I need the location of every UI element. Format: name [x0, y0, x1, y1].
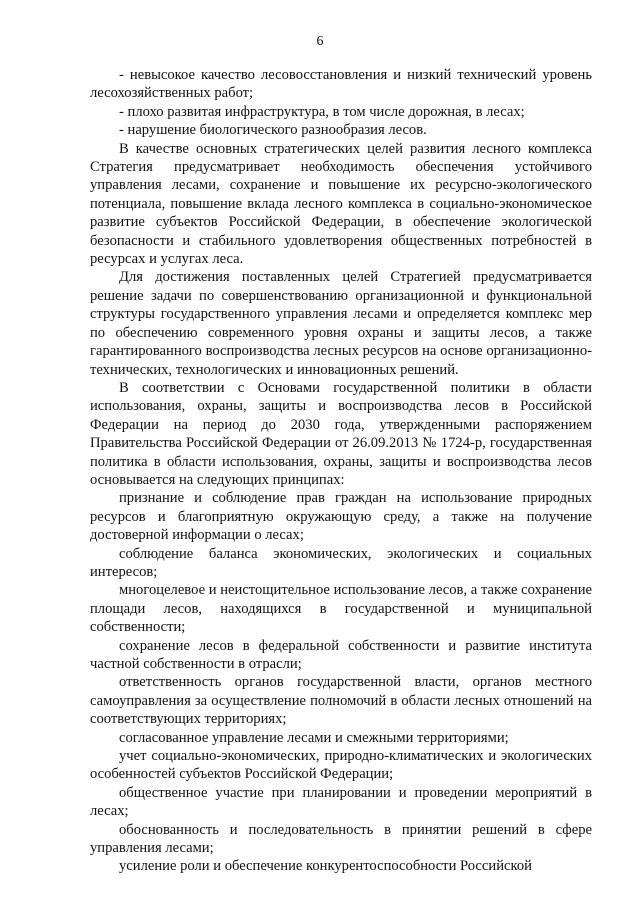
page-number: 6 — [316, 34, 324, 49]
paragraph-13: учет социально-экономических, природно-климатических и экологических особенностей субъектов Российской Федерации; — [90, 748, 592, 783]
paragraph-4: В качестве основных стратегических целей развития лесного комплекса Стратегия предусматривает необходимость обеспечения устойчивого управления лесами, сохранение и повышение их ресурсно-экологического потенциала, повышение вклада лесного комплекса в социально-экономическое развитие субъектов Российской Федерации, в обеспечение экологической безопасности и стабильного удовлетворения общественных потребностей в ресурсах и услугах леса. — [90, 140, 592, 268]
paragraph-10: сохранение лесов в федеральной собственности и развитие института частной собственности в отрасли; — [90, 637, 592, 672]
paragraph-8: соблюдение баланса экономических, экологических и социальных интересов; — [90, 545, 592, 580]
paragraph-3: - нарушение биологического разнообразия лесов. — [119, 122, 427, 139]
paragraph-16: усиление роли и обеспечение конкурентоспособности Российской — [119, 858, 532, 875]
paragraph-1: - невысокое качество лесовосстановления и низкий технический уровень лесохозяйственных работ; — [90, 67, 592, 102]
paragraph-5: Для достижения поставленных целей Стратегией предусматривается решение задачи по совершенствованию организационной и функциональной структуры государственного управления лесами и определяется комплекс мер по обеспечению современного уровня охраны и защиты лесов, а также гарантированного воспроизводства лесных ресурсов на основе организационно-технических, технологических и инновационных решений. — [90, 269, 592, 378]
paragraph-7: признание и соблюдение прав граждан на использование природных ресурсов и благоприятную окружающую среду, а также на получение достоверной информации о лесах; — [90, 490, 592, 544]
paragraph-2: - плохо развитая инфраструктура, в том числе дорожная, в лесах; — [119, 103, 525, 120]
paragraph-6: В соответствии с Основами государственной политики в области использования, охраны, защиты и воспроизводства лесов в Российской Федерации на период до 2030 года, утвержденными распоряжением Правительства Российской Федерации от 26.09.2013 № 1724-р, государственная политика в области использования, охраны, защиты и воспроизводства лесов основывается на следующих принципах: — [90, 379, 592, 488]
paragraph-12: согласованное управление лесами и смежными территориями; — [119, 729, 509, 746]
paragraph-9: многоцелевое и неистощительное использование лесов, а также сохранение площади лесов, находящихся в государственной и муниципальной собственности; — [90, 582, 592, 636]
paragraph-11: ответственность органов государственной власти, органов местного самоуправления за осуществление полномочий в области лесных отношений на соответствующих территориях; — [90, 674, 592, 728]
document-body — [90, 66, 592, 876]
paragraph-14: общественное участие при планировании и проведении мероприятий в лесах; — [90, 784, 592, 820]
paragraph-15: обоснованность и последовательность в принятии решений в сфере управления лесами; — [90, 821, 592, 857]
